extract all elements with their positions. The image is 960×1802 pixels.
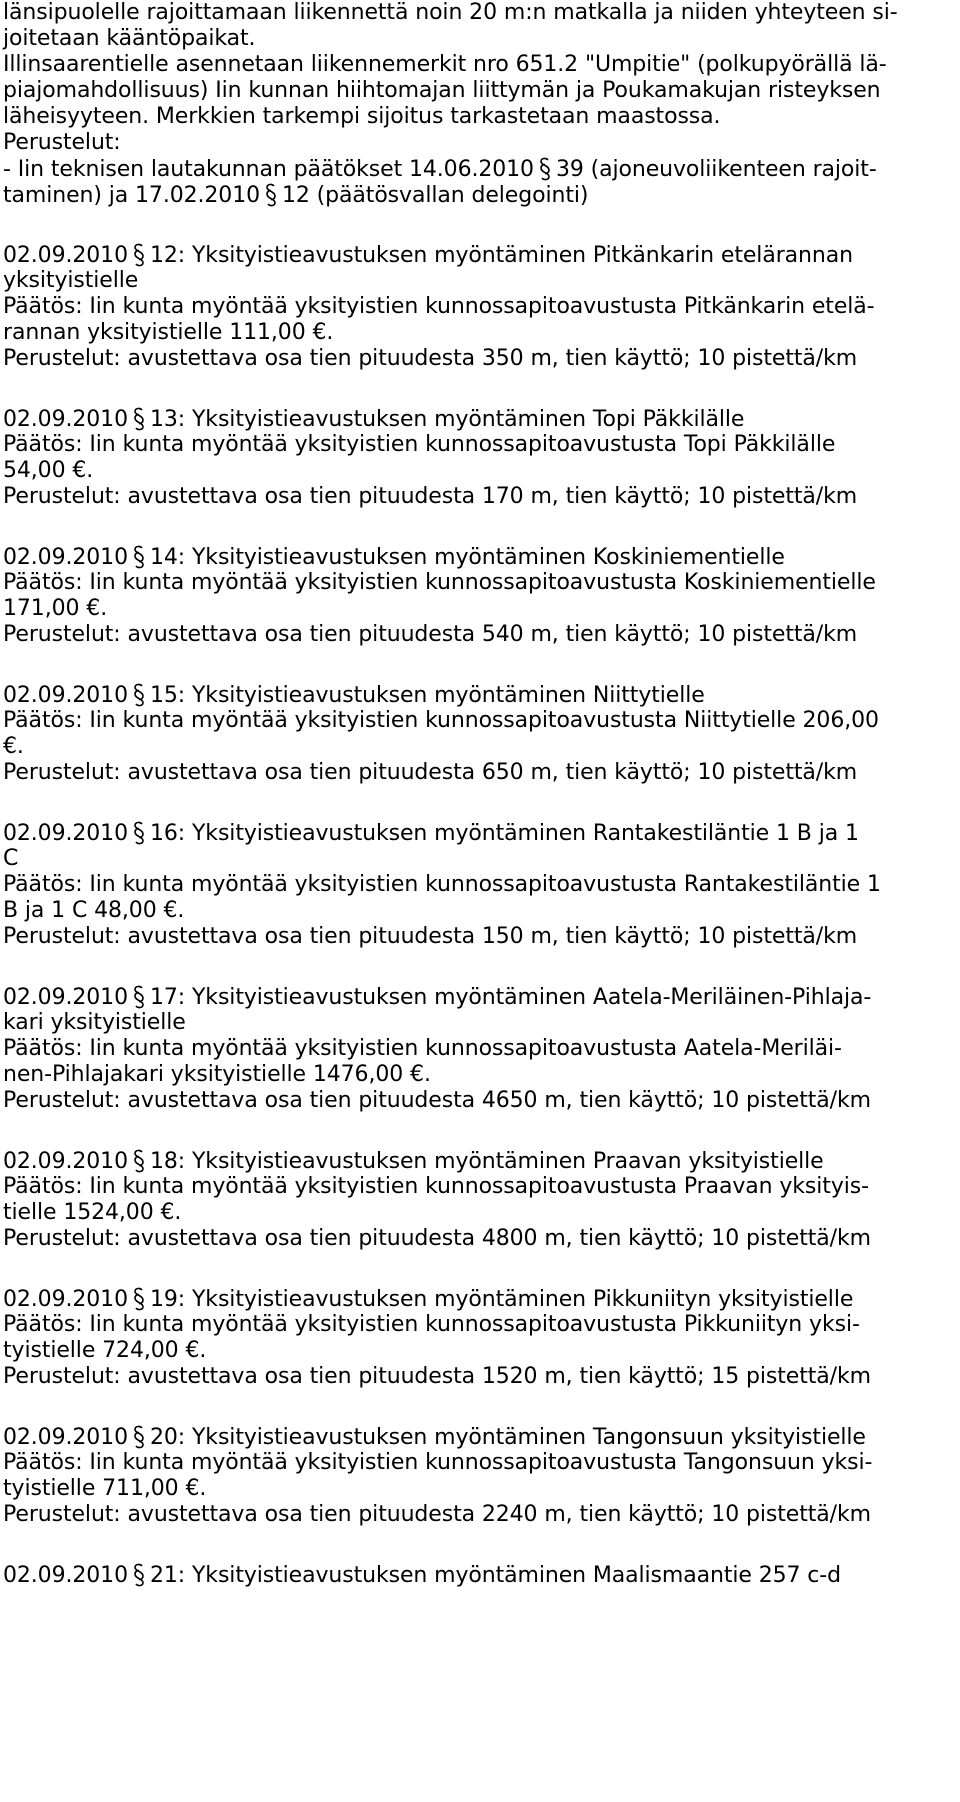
section-sign-icon: [132, 1148, 146, 1174]
entry-basis: Perustelut: avustettava osa tien pituudesta 150 m, tien käyttö; 10 pistettä/km: [3, 924, 858, 949]
entry-date: 02.09.2010: [3, 1563, 128, 1588]
entry-decision: [3, 734, 24, 760]
intro-basis-heading: Perustelut:: [3, 130, 121, 155]
entry-title: [3, 1148, 824, 1175]
entry-title: [3, 1286, 853, 1313]
entry-basis: Perustelut: avustettava osa tien pituudesta 1520 m, tien käyttö; 15 pistettä/km: [3, 1364, 871, 1389]
entry-decision-text: 171,00: [3, 596, 80, 621]
entry-decision: [3, 596, 107, 622]
entry-title-text: 19: Yksityistieavustuksen myöntäminen Pikkuniityn yksityistielle: [149, 1287, 854, 1312]
entry-title: [3, 820, 859, 847]
section-sign-icon: [132, 406, 146, 432]
period: .: [199, 1476, 207, 1501]
intro-line: länsipuolelle rajoittamaan liikennettä noin 20 m:n matkalla ja niiden yhteyteen si-: [3, 0, 898, 25]
section-sign-icon: [264, 182, 278, 208]
entry-title: [3, 1424, 866, 1451]
entry-title-text: 12: Yksityistieavustuksen myöntäminen Pitkänkarin etelärannan: [149, 243, 853, 268]
section-sign-icon: [538, 156, 552, 182]
intro-line: Illinsaarentielle asennetaan liikennemerkit nro 651.2 "Umpitie" (polkupyörällä lä-: [3, 52, 887, 77]
entry-title: [3, 242, 853, 269]
entry-date: 02.09.2010: [3, 821, 128, 846]
intro-text: - Iin teknisen lautakunnan päätökset 14.06.2010: [3, 157, 534, 182]
entry-title-cont: kari yksityistielle: [3, 1010, 186, 1035]
entry-decision: [3, 458, 93, 484]
entry-decision: Päätös: Iin kunta myöntää yksityistien kunnossapitoavustusta Rantakestiläntie 1: [3, 872, 881, 897]
euro-sign: €: [410, 1062, 424, 1087]
entry-basis: Perustelut: avustettava osa tien pituudesta 4650 m, tien käyttö; 10 pistettä/km: [3, 1088, 871, 1113]
entry-decision: Päätös: Iin kunta myöntää yksityistien kunnossapitoavustusta Aatela-Meriläi-: [3, 1036, 842, 1061]
period: .: [177, 898, 185, 923]
entry-date: 02.09.2010: [3, 683, 128, 708]
entry-title-text: 20: Yksityistieavustuksen myöntäminen Tangonsuun yksityistielle: [149, 1425, 866, 1450]
intro-text: taminen) ja 17.02.2010: [3, 183, 260, 208]
intro-text: 12 (päätösvallan delegointi): [282, 183, 589, 208]
period: .: [174, 1200, 182, 1225]
period: .: [16, 734, 24, 759]
entry-decision: [3, 1200, 181, 1226]
entry-title: [3, 544, 785, 571]
entry-decision-text: tyistielle 711,00: [3, 1476, 179, 1501]
euro-sign: €: [185, 1476, 200, 1501]
euro-sign: €: [160, 1200, 175, 1225]
intro-line: [3, 156, 877, 183]
entry-decision: [3, 320, 333, 346]
entry-basis: Perustelut: avustettava osa tien pituudesta 2240 m, tien käyttö; 10 pistettä/km: [3, 1502, 871, 1527]
euro-sign: €: [72, 458, 87, 483]
entry-decision: Päätös: Iin kunta myöntää yksityistien kunnossapitoavustusta Niittytielle 206,00: [3, 708, 879, 733]
entry-date: 02.09.2010: [3, 1287, 128, 1312]
section-sign-icon: [132, 820, 146, 846]
entry-title: [3, 1562, 841, 1589]
entry-decision-text: tyistielle 724,00: [3, 1338, 179, 1363]
entry-title-text: 17: Yksityistieavustuksen myöntäminen Aatela-Meriläinen-Pihlaja-: [149, 985, 872, 1010]
intro-line: piajomahdollisuus) Iin kunnan hiihtomajan liittymän ja Poukamakujan risteyksen: [3, 78, 881, 103]
entry-decision: [3, 1476, 206, 1502]
entry-decision: [3, 1338, 206, 1364]
euro-sign: €: [163, 898, 178, 923]
intro-text: 39 (ajoneuvoliikenteen rajoit-: [555, 157, 877, 182]
period: .: [199, 1338, 207, 1363]
entry-title: [3, 984, 871, 1011]
entry-title-cont: C: [3, 846, 19, 871]
entry-basis: Perustelut: avustettava osa tien pituudesta 540 m, tien käyttö; 10 pistettä/km: [3, 622, 858, 647]
entry-decision-text: tielle 1524,00: [3, 1200, 154, 1225]
entry-basis: Perustelut: avustettava osa tien pituudesta 650 m, tien käyttö; 10 pistettä/km: [3, 760, 858, 785]
entry-decision-text: B ja 1 C 48,00: [3, 898, 157, 923]
entry-basis: Perustelut: avustettava osa tien pituudesta 4800 m, tien käyttö; 10 pistettä/km: [3, 1226, 871, 1251]
section-sign-icon: [132, 682, 146, 708]
entry-decision: [3, 898, 184, 924]
euro-sign: €: [185, 1338, 200, 1363]
intro-line: [3, 182, 588, 209]
entry-decision: Päätös: Iin kunta myöntää yksityistien kunnossapitoavustusta Topi Päkkilälle: [3, 432, 836, 457]
entry-date: 02.09.2010: [3, 985, 128, 1010]
section-sign-icon: [132, 984, 146, 1010]
entry-decision: Päätös: Iin kunta myöntää yksityistien kunnossapitoavustusta Pitkänkarin etelä-: [3, 294, 875, 319]
entry-title-text: 16: Yksityistieavustuksen myöntäminen Rantakestiläntie 1 B ja 1: [149, 821, 859, 846]
entry-decision: [3, 1062, 431, 1088]
entry-decision: Päätös: Iin kunta myöntää yksityistien kunnossapitoavustusta Tangonsuun yksi-: [3, 1450, 873, 1475]
entry-date: 02.09.2010: [3, 545, 128, 570]
entry-title: [3, 682, 705, 709]
entry-decision: Päätös: Iin kunta myöntää yksityistien kunnossapitoavustusta Pikkuniityn yksi-: [3, 1312, 860, 1337]
intro-line: joitetaan kääntöpaikat.: [3, 26, 256, 51]
euro-sign: €: [3, 734, 17, 759]
section-sign-icon: [132, 242, 146, 268]
period: .: [100, 596, 108, 621]
period: .: [423, 1062, 431, 1087]
entry-title-cont: yksityistielle: [3, 268, 139, 293]
entry-decision-text: 54,00: [3, 458, 66, 483]
euro-sign: €: [312, 320, 327, 345]
entry-decision: Päätös: Iin kunta myöntää yksityistien kunnossapitoavustusta Praavan yksityis-: [3, 1174, 869, 1199]
section-sign-icon: [132, 1562, 146, 1588]
period: .: [326, 320, 334, 345]
entry-decision-text: rannan yksityistielle 111,00: [3, 320, 306, 345]
entry-date: 02.09.2010: [3, 407, 128, 432]
entry-decision-text: nen-Pihlajakari yksityistielle 1476,00: [3, 1062, 404, 1087]
section-sign-icon: [132, 1424, 146, 1450]
euro-sign: €: [86, 596, 101, 621]
entry-title-text: 14: Yksityistieavustuksen myöntäminen Koskiniementielle: [149, 545, 785, 570]
section-sign-icon: [132, 544, 146, 570]
entry-title-text: 13: Yksityistieavustuksen myöntäminen Topi Päkkilälle: [149, 407, 745, 432]
entry-decision: Päätös: Iin kunta myöntää yksityistien kunnossapitoavustusta Koskiniementielle: [3, 570, 876, 595]
entry-date: 02.09.2010: [3, 243, 128, 268]
intro-line: läheisyyteen. Merkkien tarkempi sijoitus tarkastetaan maastossa.: [3, 104, 721, 129]
period: .: [86, 458, 94, 483]
entry-basis: Perustelut: avustettava osa tien pituudesta 170 m, tien käyttö; 10 pistettä/km: [3, 484, 858, 509]
entry-title-text: 21: Yksityistieavustuksen myöntäminen Maalismaantie 257 c-d: [149, 1563, 842, 1588]
entry-title: [3, 406, 744, 433]
section-sign-icon: [132, 1286, 146, 1312]
entry-basis: Perustelut: avustettava osa tien pituudesta 350 m, tien käyttö; 10 pistettä/km: [3, 346, 858, 371]
entry-title-text: 15: Yksityistieavustuksen myöntäminen Niittytielle: [149, 683, 705, 708]
entry-title-text: 18: Yksityistieavustuksen myöntäminen Praavan yksityistielle: [149, 1149, 824, 1174]
entry-date: 02.09.2010: [3, 1425, 128, 1450]
entry-date: 02.09.2010: [3, 1149, 128, 1174]
